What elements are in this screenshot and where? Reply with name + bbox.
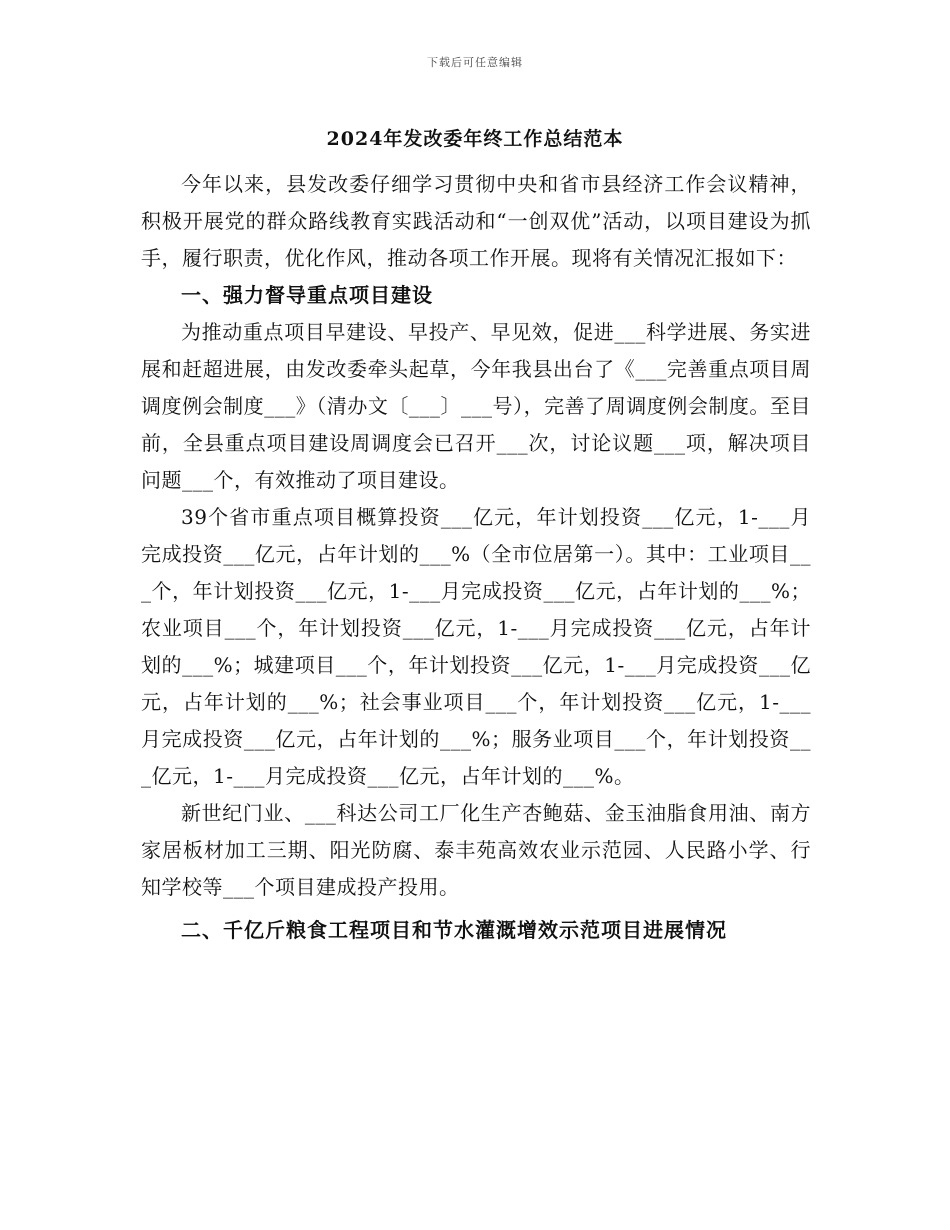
section-1-paragraph-3: 新世纪门业、___科达公司工厂化生产杏鲍菇、金玉油脂食用油、南方家居板材加工三期、阳光防腐、泰丰苑高效农业示范园、人民路小学、行知学校等___个项目建成投产投用。 [141,801,811,899]
section-1-paragraph-2: 39个省市重点项目概算投资___亿元，年计划投资___亿元，1-___月完成投资___亿元，占年计划的___%（全市位居第一）。其中：工业项目___个，年计划投资___亿元，1-___月完成投资___亿元，占年计划的___%；农业项目___个，年计划投资___亿元，1-___月完成投资___亿元，占年计划的___%；城建项目___个，年计划投资___亿元，1-___月完成投资___亿元，占年计划的___%；社会事业项目___个，年计划投资___亿元，1-___月完成投资___亿元，占年计划的___%；服务业项目___个，年计划投资___亿元，1-___月完成投资___亿元，占年计划的___%。 [141,505,811,788]
document-body [141,166,811,949]
intro-paragraph: 今年以来，县发改委仔细学习贯彻中央和省市县经济工作会议精神，积极开展党的群众路线教育实践活动和“一创双优”活动，以项目建设为抓手，履行职责，优化作风，推动各项工作开展。现将有关情况汇报如下： [141,172,811,270]
document-title: 2024年发改委年终工作总结范本 [326,128,624,150]
section-1-paragraph-1: 为推动重点项目早建设、早投产、早见效，促进___科学进展、务实进展和赶超进展，由发改委牵头起草，今年我县出台了《___完善重点项目周调度例会制度___》（清办文〔___〕___号），完善了周调度例会制度。至目前，全县重点项目建设周调度会已召开___次，讨论议题___项，解决项目问题___个，有效推动了项目建设。 [141,320,811,492]
section-2-heading: 二、千亿斤粮食工程项目和节水灌溉增效示范项目进展情况 [181,918,727,942]
section-1-heading: 一、强力督导重点项目建设 [181,283,433,307]
header-note: 下载后可任意编辑 [427,56,523,69]
